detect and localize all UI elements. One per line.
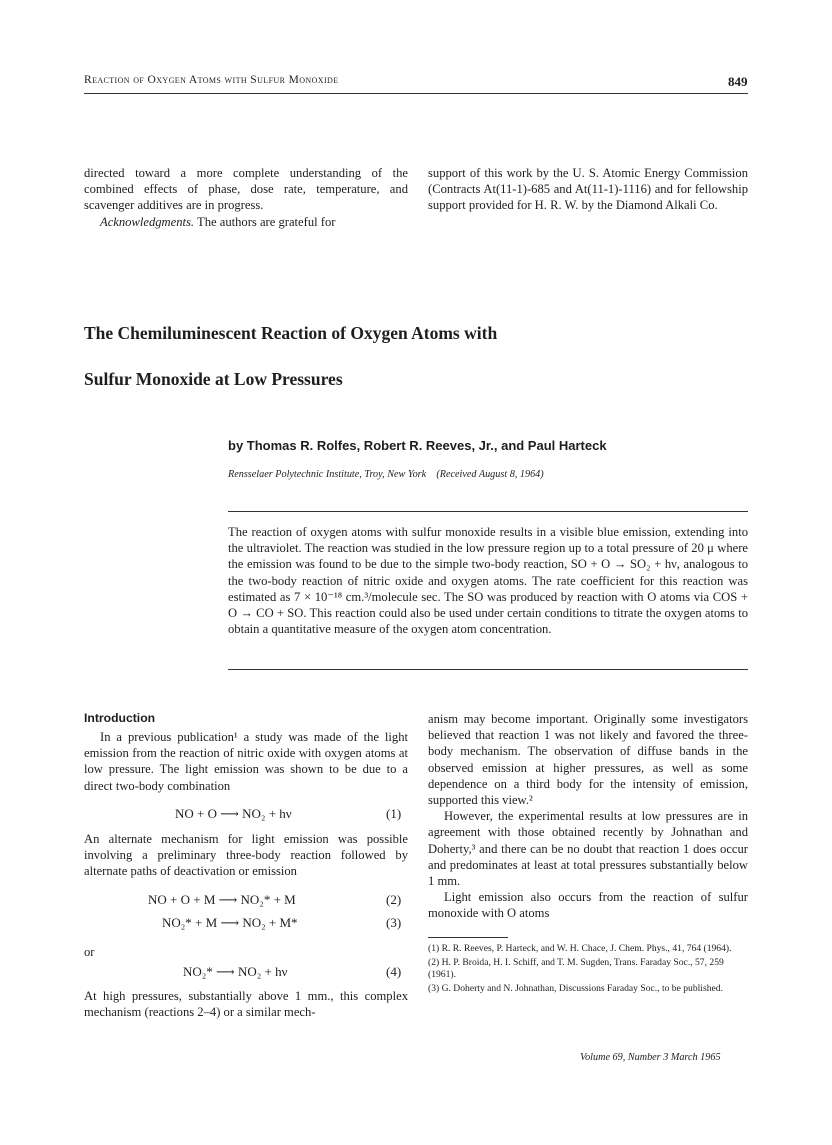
equation-4: NO₂* ⟶ NO₂ + hν [183,964,288,979]
abstract-text: The reaction of oxygen atoms with sulfur monoxide results in a visible blue emission, extending into the ultraviolet. The reaction was studied in the low pressure region up to a total pressure of 20 μ where the emission was found to be due to the simple two-body reaction, SO + O → SO₂ + hν, analogous to the two-body reaction of nitric oxide and oxygen atoms. The rate coefficient for this reaction was estimated as 7 × 10⁻¹⁸ cm.³/molecule sec. The SO was produced by reaction with O atoms via COS + O → CO + SO. This reaction could also be used under certain conditions to titrate the oxygen atoms to obtain a quantitative measure of the oxygen atom concentration. [228,525,748,637]
prev-article-right-text: support of this work by the U. S. Atomic Energy Commission (Contracts At(11-1)-685 and At(11-1)-1116) and for fellowship support provided for H. R. W. by the Diamond Alkali Co. [428,166,748,213]
abstract-bottom-rule [228,669,748,670]
author-byline: by Thomas R. Rolfes, Robert R. Reeves, Jr., and Paul Harteck [228,438,607,453]
or-word: or [84,945,95,959]
intro-para2-text: An alternate mechanism for light emission was possible involving a preliminary three-body reaction followed by alternate paths of deactivation or emission [84,832,408,879]
article-title-line1: The Chemiluminescent Reaction of Oxygen Atoms with [84,323,498,343]
intro-right-para3: Light emission also occurs from the reaction of sulfur monoxide with O atoms [428,890,748,921]
footnote-1: (1) R. R. Reeves, P. Harteck, and W. H. Chace, J. Chem. Phys., 41, 764 (1964). [428,943,732,954]
journal-footer: Volume 69, Number 3 March 1965 [580,1052,721,1063]
equation-3: NO₂* + M ⟶ NO₂ + M* [162,915,298,930]
ack-label: Acknowledgments. [100,214,195,229]
page-number: 849 [728,74,748,89]
equation-1-number: (1) [386,806,402,821]
abstract [228,524,748,637]
intro-right-column [428,711,748,922]
article-title-line2: Sulfur Monoxide at Low Pressures [84,369,343,389]
footnote-3: (3) G. Doherty and N. Johnathan, Discussions Faraday Soc., to be published. [428,983,723,994]
footnote-rule [428,937,508,938]
prev-article-right-column [428,165,748,214]
equation-3-number: (3) [386,915,402,930]
abstract-top-rule [228,511,748,512]
section-heading-introduction: Introduction [84,711,156,725]
ack-text: The authors are grateful for [197,214,336,229]
acknowledgments [84,214,408,230]
intro-para3 [84,988,408,1020]
equation-2-number: (2) [386,892,402,907]
running-title: Reaction of Oxygen Atoms with Sulfur Monoxide [84,74,339,86]
received-date: (Received August 8, 1964) [436,469,544,480]
intro-para1 [84,729,408,794]
intro-para3-text: At high pressures, substantially above 1 mm., this complex mechanism (reactions 2–4) or a similar mech- [84,989,408,1020]
affiliation: Rensselaer Polytechnic Institute, Troy, New York [228,469,427,480]
equation-2: NO + O + M ⟶ NO₂* + M [148,892,296,907]
affiliation-line [228,469,748,480]
equation-4-number: (4) [386,964,402,979]
equation-1: NO + O ⟶ NO₂ + hν [175,806,292,821]
intro-para1-text: In a previous publication¹ a study was made of the light emission from the reaction of nitric oxide with oxygen atoms at low pressure. The light emission was shown to be due to a direct two-body combination [84,730,408,793]
intro-right-para2: However, the experimental results at low pressures are in agreement with those obtained recently by Johnathan and Doherty,³ and there can be no doubt that reaction 1 does occur and predominates at least at total pressures substantially below 1 mm. [428,809,748,889]
header-rule [84,93,748,94]
footnote-2: (2) H. P. Broida, H. I. Schiff, and T. M. Sugden, Trans. Faraday Soc., 57, 259 (1961). [428,957,724,980]
intro-right-para1: anism may become important. Originally some investigators believed that reaction 1 was not likely and favored the three-body mechanism. The observation of diffuse bands in the observed emission at higher pressures, as well as some dependence on a third body for the intensity of emission, supported this view.² [428,712,748,808]
intro-para2 [84,831,408,880]
footnotes [428,943,748,997]
prev-article-left-column [84,165,408,230]
prev-article-left-text: directed toward a more complete understanding of the combined effects of phase, dose rate, temperature, and scavenger additives are in progress. [84,166,408,213]
